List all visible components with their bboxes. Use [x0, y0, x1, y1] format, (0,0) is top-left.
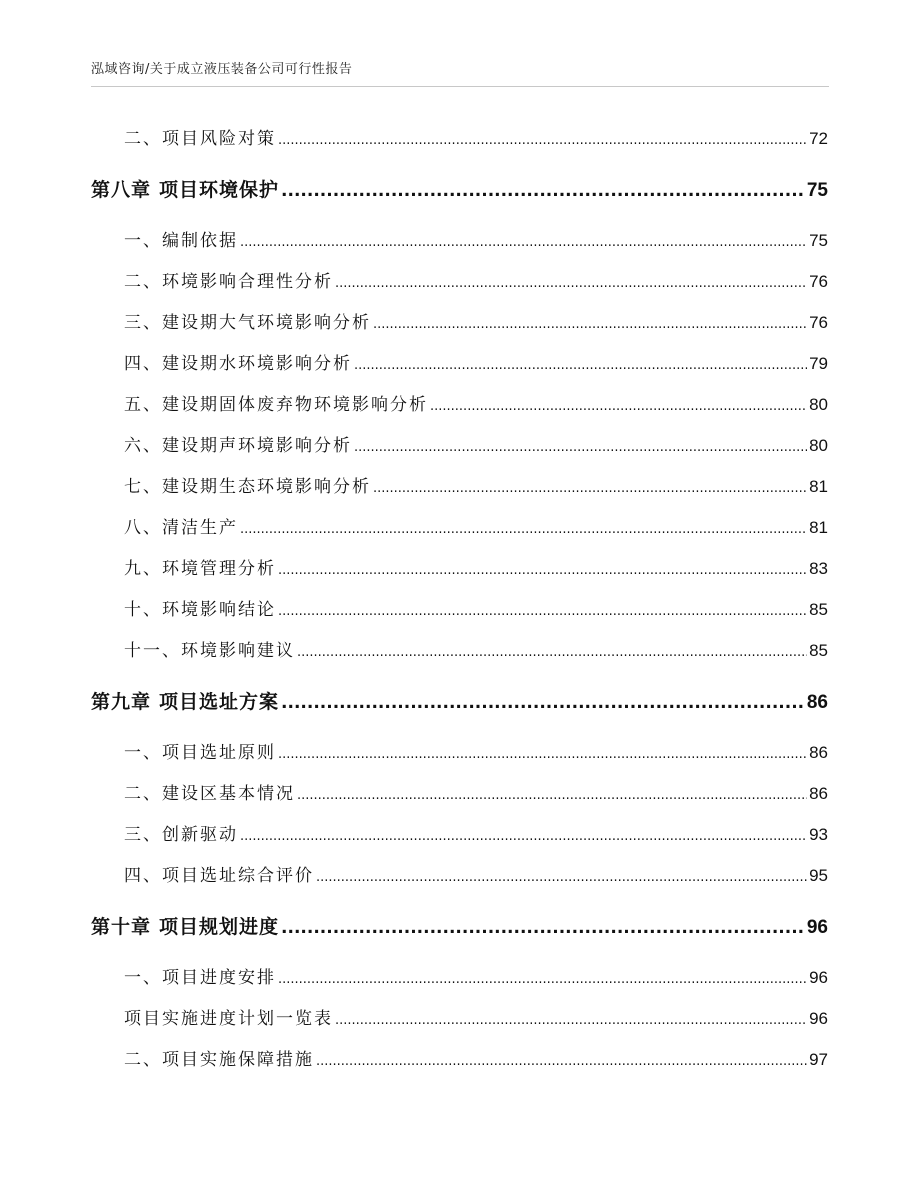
toc-entry-title: 项目选址原则 [162, 743, 276, 763]
toc-entry-schedule[interactable] [124, 963, 828, 988]
toc-entry-page: 83 [809, 559, 828, 578]
toc-entry-title: 项目风险对策 [162, 129, 276, 149]
dot-leader [281, 179, 805, 201]
toc-entry-env-conclusion[interactable] [124, 595, 828, 620]
toc-entry-page: 85 [809, 600, 828, 619]
toc-entry-page: 76 [809, 313, 828, 332]
toc-entry-risk-countermeasures[interactable] [124, 124, 828, 149]
toc-entry-page: 85 [809, 641, 828, 660]
dot-leader [354, 354, 807, 374]
dot-leader [278, 968, 807, 988]
toc-entry-water-impact[interactable] [124, 349, 828, 374]
toc-chapter-title: 项目选址方案 [159, 691, 280, 713]
toc-entry-page: 95 [809, 866, 828, 885]
toc-chapter-page: 75 [806, 180, 828, 201]
dot-leader [278, 600, 807, 620]
toc-entry-page: 80 [809, 436, 828, 455]
toc-entry-number: 二、 [124, 129, 162, 149]
toc-entry-page: 96 [809, 1009, 828, 1028]
toc-entry-title: 环境影响合理性分析 [162, 272, 333, 292]
toc-entry-page: 72 [809, 129, 828, 148]
toc-entry-number: 一、 [124, 231, 162, 251]
toc-entry-title: 建设区基本情况 [162, 784, 295, 804]
toc-chapter-number: 第十章 [91, 916, 152, 938]
toc-entry-title: 环境影响结论 [162, 600, 276, 620]
toc-chapter-10[interactable] [91, 912, 828, 939]
toc-entry-safeguards[interactable] [124, 1045, 828, 1070]
dot-leader [240, 518, 807, 538]
dot-leader [281, 916, 805, 938]
toc-entry-title: 项目进度安排 [162, 968, 276, 988]
toc-entry-number: 六、 [124, 436, 162, 456]
toc-entry-page: 75 [809, 231, 828, 250]
toc-entry-page: 86 [809, 743, 828, 762]
toc-entry-page: 86 [809, 784, 828, 803]
toc-entry-page: 76 [809, 272, 828, 291]
toc-chapter-title: 项目环境保护 [159, 179, 280, 201]
toc-entry-number: 十、 [124, 600, 162, 620]
dot-leader [278, 559, 807, 579]
toc-entry-page: 79 [809, 354, 828, 373]
toc-entry-solid-waste-impact[interactable] [124, 390, 828, 415]
dot-leader [373, 313, 807, 333]
toc-entry-title: 建设期生态环境影响分析 [162, 477, 371, 497]
dot-leader [354, 436, 807, 456]
toc-entry-site-principles[interactable] [124, 738, 828, 763]
dot-leader [278, 743, 807, 763]
toc-entry-env-suggestions[interactable] [124, 636, 828, 661]
toc-chapter-page: 96 [806, 917, 828, 938]
toc-entry-page: 81 [809, 477, 828, 496]
toc-chapter-number: 第八章 [91, 179, 152, 201]
toc-chapter-number: 第九章 [91, 691, 152, 713]
dot-leader [335, 1009, 807, 1029]
toc-entry-env-management[interactable] [124, 554, 828, 579]
toc-entry-title: 建设期声环境影响分析 [162, 436, 352, 456]
toc-entry-title: 项目选址综合评价 [162, 866, 314, 886]
toc-entry-number: 四、 [124, 866, 162, 886]
toc-entry-title: 环境影响建议 [181, 641, 295, 661]
toc-entry-noise-impact[interactable] [124, 431, 828, 456]
toc-entry-title: 建设期大气环境影响分析 [162, 313, 371, 333]
toc-entry-number: 九、 [124, 559, 162, 579]
dot-leader [240, 231, 807, 251]
dot-leader [430, 395, 807, 415]
dot-leader [335, 272, 807, 292]
dot-leader [240, 825, 807, 845]
toc-entry-title: 项目实施进度计划一览表 [124, 1009, 333, 1029]
dot-leader [297, 641, 807, 661]
toc-entry-ecology-impact[interactable] [124, 472, 828, 497]
toc-entry-number: 七、 [124, 477, 162, 497]
toc-entry-number: 三、 [124, 825, 162, 845]
toc-entry-title: 编制依据 [162, 231, 238, 251]
toc-entry-number: 一、 [124, 968, 162, 988]
toc-entry-number: 二、 [124, 1050, 162, 1070]
toc-entry-number: 三、 [124, 313, 162, 333]
toc-chapter-9[interactable] [91, 687, 828, 714]
dot-leader [281, 691, 805, 713]
toc-entry-page: 93 [809, 825, 828, 844]
toc-chapter-8[interactable] [91, 175, 828, 202]
dot-leader [278, 129, 807, 149]
toc-entry-basis[interactable] [124, 226, 828, 251]
toc-entry-page: 97 [809, 1050, 828, 1069]
toc-entry-title: 环境管理分析 [162, 559, 276, 579]
toc-entry-site-evaluation[interactable] [124, 861, 828, 886]
dot-leader [297, 784, 807, 804]
toc-entry-number: 十一、 [124, 641, 181, 661]
toc-chapter-page: 86 [806, 692, 828, 713]
toc-entry-schedule-table[interactable] [124, 1004, 828, 1029]
toc-entry-number: 一、 [124, 743, 162, 763]
toc-entry-number: 八、 [124, 518, 162, 538]
toc-entry-page: 96 [809, 968, 828, 987]
toc-entry-title: 清洁生产 [162, 518, 238, 538]
dot-leader [316, 1050, 807, 1070]
toc-entry-air-impact[interactable] [124, 308, 828, 333]
toc-entry-number: 四、 [124, 354, 162, 374]
toc-entry-title: 创新驱动 [162, 825, 238, 845]
toc-entry-number: 五、 [124, 395, 162, 415]
toc-entry-title: 项目实施保障措施 [162, 1050, 314, 1070]
toc-entry-innovation[interactable] [124, 820, 828, 845]
running-header: 泓域咨询/关于成立液压装备公司可行性报告 [91, 58, 829, 87]
toc-entry-title: 建设期水环境影响分析 [162, 354, 352, 374]
toc-entry-area-overview[interactable] [124, 779, 828, 804]
toc-entry-number: 二、 [124, 784, 162, 804]
toc-entry-clean-production[interactable] [124, 513, 828, 538]
toc-entry-page: 80 [809, 395, 828, 414]
dot-leader [373, 477, 807, 497]
dot-leader [316, 866, 807, 886]
toc-entry-page: 81 [809, 518, 828, 537]
toc-entry-env-rationality[interactable] [124, 267, 828, 292]
toc-entry-title: 建设期固体废弃物环境影响分析 [162, 395, 428, 415]
toc-entry-number: 二、 [124, 272, 162, 292]
toc-chapter-title: 项目规划进度 [159, 916, 280, 938]
